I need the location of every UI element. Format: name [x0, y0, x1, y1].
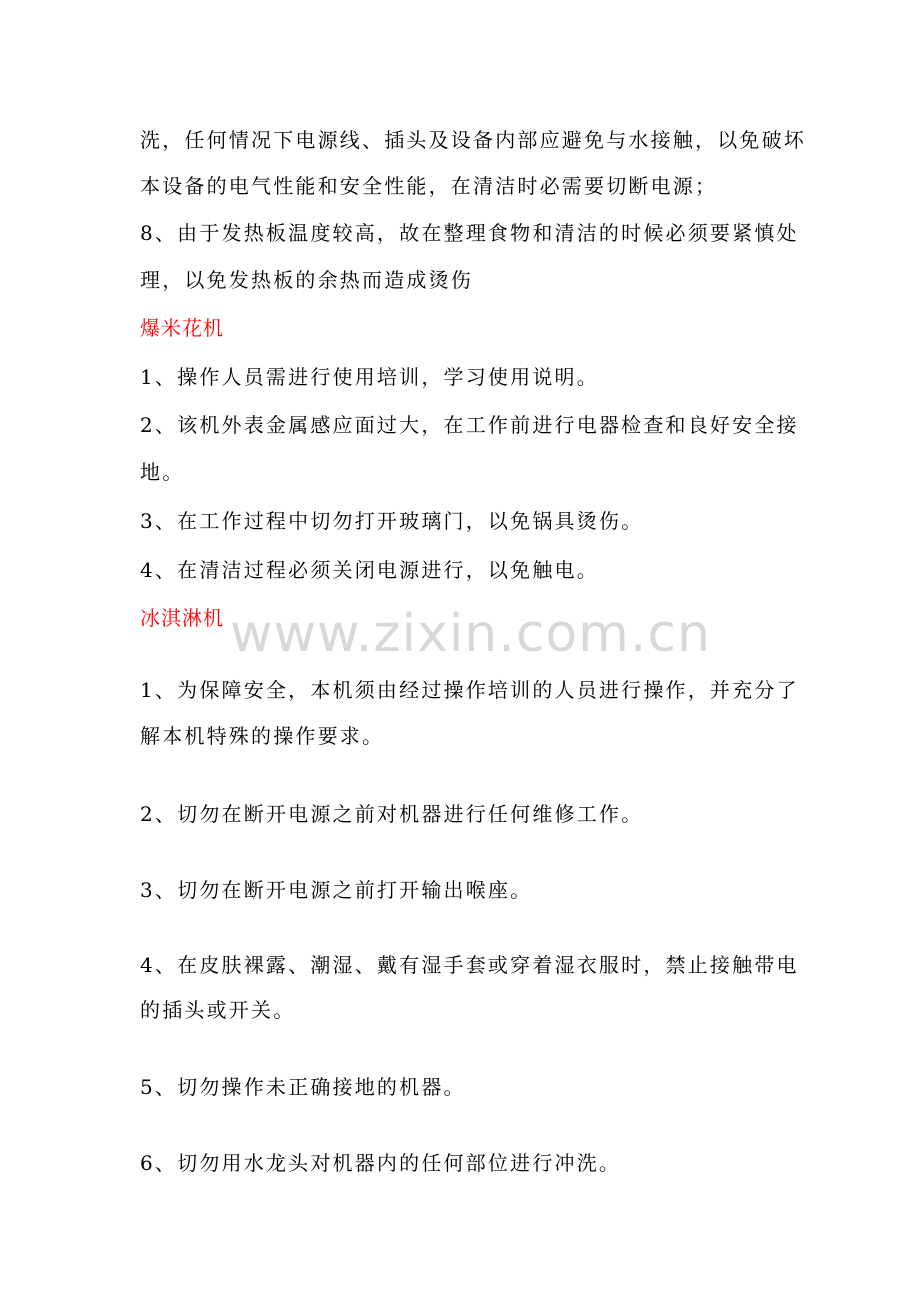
icecream-item-1: 1、为保障安全，本机须由经过操作培训的人员进行操作，并充分了	[140, 678, 799, 702]
icecream-item-3: 3、切勿在断开电源之前打开输出喉座。	[140, 878, 533, 902]
body-line-electrical-safety: 本设备的电气性能和安全性能，在清洁时必需要切断电源；	[140, 174, 718, 198]
body-line-item-8: 8、由于发热板温度较高，故在整理食物和清洁的时候必须要紧慎处	[140, 221, 799, 245]
icecream-item-5: 5、切勿操作未正确接地的机器。	[140, 1075, 466, 1099]
popcorn-item-2-cont: 地。	[140, 460, 185, 484]
icecream-item-4-cont: 的插头或开关。	[140, 998, 296, 1022]
body-line-continued-wash: 洗，任何情况下电源线、插头及设备内部应避免与水接触，以免破坏	[140, 128, 806, 152]
popcorn-item-1: 1、操作人员需进行使用培训，学习使用说明。	[140, 365, 599, 389]
icecream-item-4: 4、在皮肤裸露、潮湿、戴有湿手套或穿着湿衣服时，禁止接触带电	[140, 953, 799, 977]
body-line-item-8-cont: 理，以免发热板的余热而造成烫伤	[140, 268, 473, 292]
popcorn-item-2: 2、该机外表金属感应面过大，在工作前进行电器检查和良好安全接	[140, 413, 799, 437]
icecream-item-6: 6、切勿用水龙头对机器内的任何部位进行冲洗。	[140, 1151, 622, 1175]
popcorn-item-4: 4、在清洁过程必须关闭电源进行，以免触电。	[140, 558, 599, 582]
watermark: www.zixin.com.cn	[230, 604, 711, 664]
section-heading-ice-cream-machine: 冰淇淋机	[140, 606, 224, 630]
section-heading-popcorn-machine: 爆米花机	[140, 316, 224, 340]
icecream-item-2: 2、切勿在断开电源之前对机器进行任何维修工作。	[140, 802, 644, 826]
popcorn-item-3: 3、在工作过程中切勿打开玻璃门，以免锅具烫伤。	[140, 509, 644, 533]
icecream-item-1-cont: 解本机特殊的操作要求。	[140, 724, 385, 748]
